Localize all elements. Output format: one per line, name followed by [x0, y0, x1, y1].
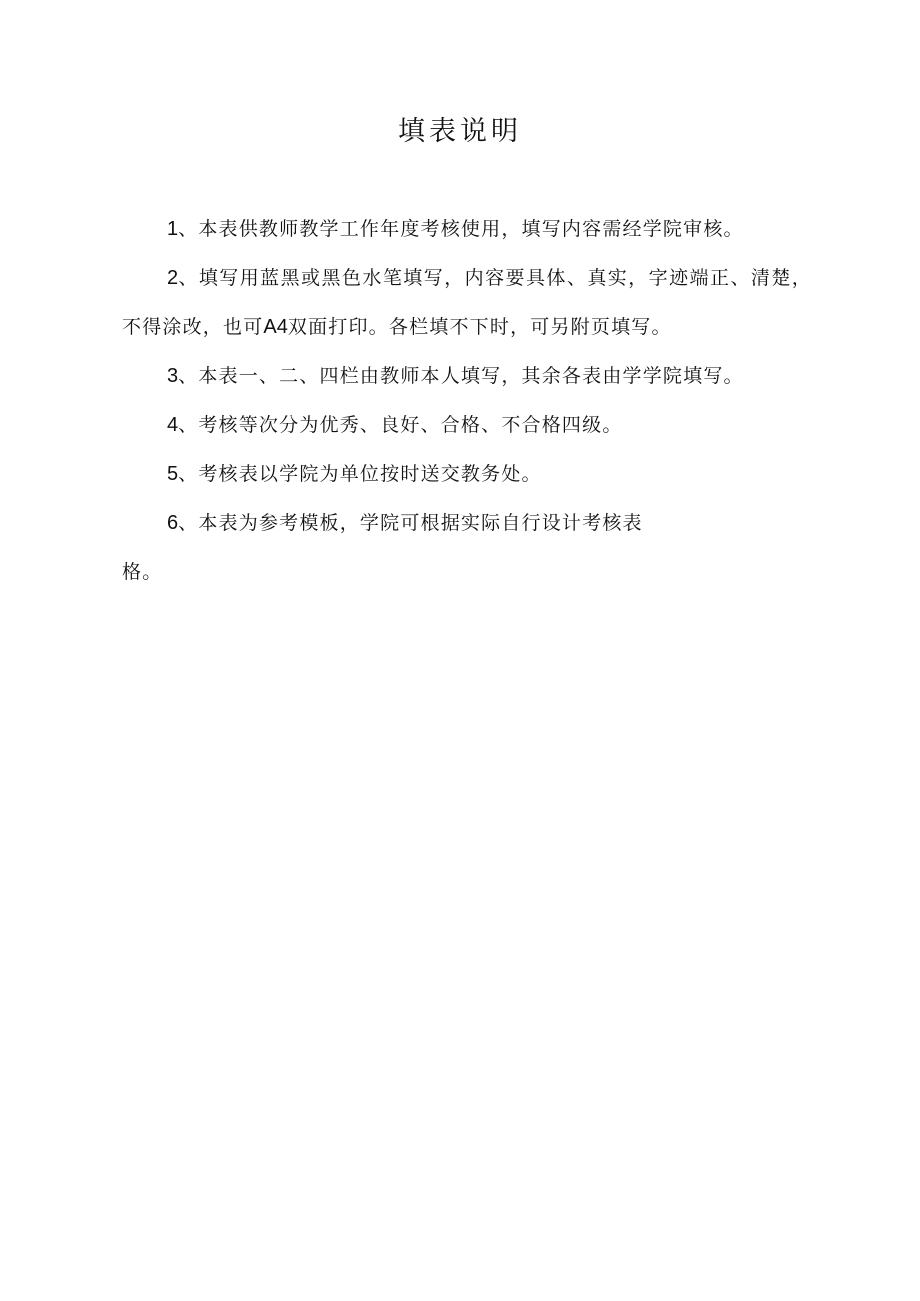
instruction-item-4: [122, 401, 812, 450]
instruction-item-3: [122, 352, 812, 401]
item-number: 1: [167, 218, 179, 240]
instruction-item-6: [122, 499, 812, 597]
item-number: 5: [167, 463, 179, 485]
item-number: 3: [167, 365, 179, 387]
item-text: 、本表一、二、四栏由教师本人填写，其余各表由学学院填写。: [178, 365, 744, 387]
instruction-item-2: [122, 254, 812, 352]
item-number: 2: [167, 267, 179, 289]
instruction-item-1: [122, 205, 812, 254]
item-text: 、考核表以学院为单位按时送交教务处。: [178, 463, 542, 485]
instruction-item-5: [122, 450, 812, 499]
item-text: 、考核等次分为优秀、良好、合格、不合格四级。: [178, 414, 623, 436]
item-text: 、本表为参考模板，学院可根据实际自行设计考核表: [178, 512, 643, 534]
page-title: 填表说明: [398, 116, 522, 147]
item-text: 、填写用蓝黑或黑色水笔填写，内容要具体、真实，字迹端正、清楚，不得涂改，也可: [122, 267, 812, 338]
item-number: 4: [167, 414, 179, 436]
item-text-continued: 双面打印。各栏填不下时，可另附页填写。: [287, 316, 672, 338]
paper-size-code: A4: [263, 316, 288, 338]
item-text: 、本表供教师教学工作年度考核使用，填写内容需经学院审核。: [178, 218, 744, 240]
instruction-list: [122, 205, 812, 597]
item-main-line: [122, 499, 812, 548]
item-number: 6: [167, 512, 179, 534]
item-tail-line: 格。: [122, 561, 163, 583]
